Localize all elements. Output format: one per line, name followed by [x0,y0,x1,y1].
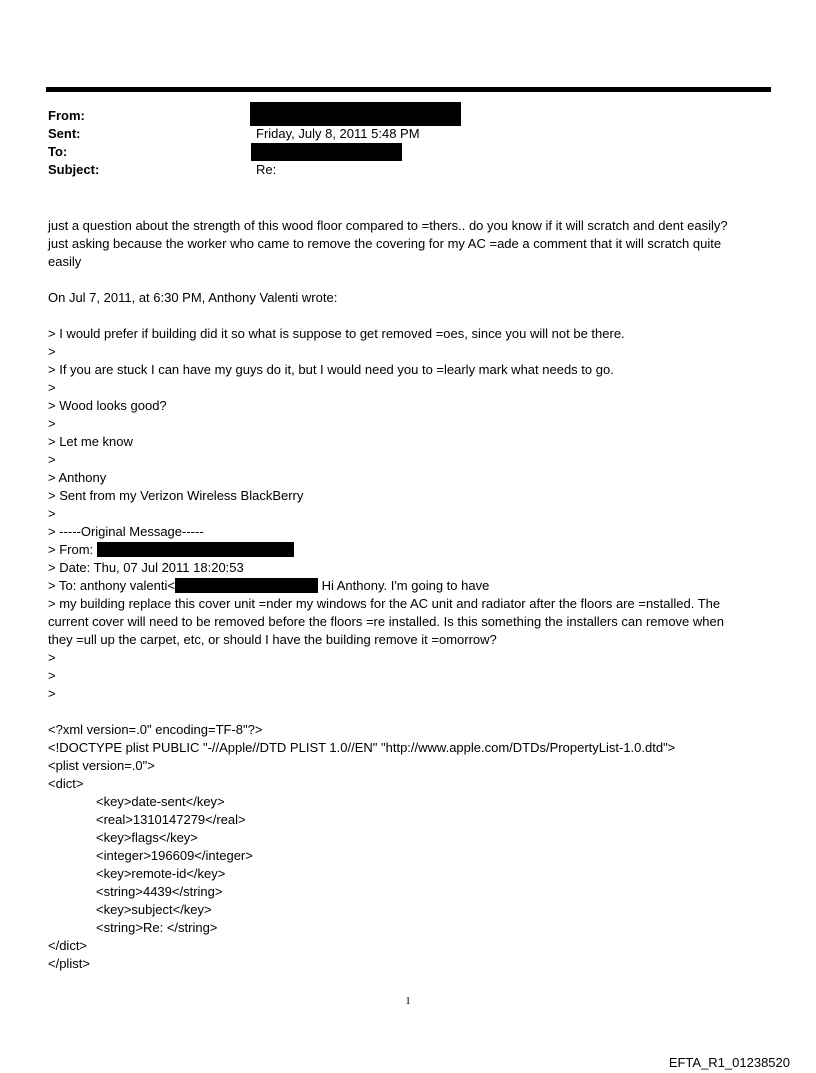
redaction-to [251,143,402,161]
xml-line: <string>Re: </string> [96,920,218,935]
xml-line: <string>4439</string> [96,884,223,899]
quoted-from-line [48,541,778,559]
quoted-line: > -----Original Message----- [48,524,204,539]
header-divider [46,87,771,92]
quoted-line: > Date: Thu, 07 Jul 2011 18:20:53 [48,560,244,575]
quoted-line: > [48,668,56,683]
subject-label: Subject: [48,162,100,177]
quoted-line: > [48,344,56,359]
xml-line: <dict> [48,776,84,791]
xml-line: <real>1310147279</real> [96,812,246,827]
xml-line: <key>remote-id</key> [96,866,226,881]
body-line: just a question about the strength of this wood floor compared to =thers.. do you know if it will scratch and dent easily? [48,218,728,233]
sent-label: Sent: [48,126,81,141]
email-body [48,217,778,973]
quoted-line: > my building replace this cover unit =nder my windows for the AC unit and radiator after the floors are =nstalled. The [48,596,721,611]
from-label: From: [48,108,85,123]
quoted-from-label: > From: [48,542,94,557]
quoted-line: they =ull up the carpet, etc, or should I have the building remove it =omorrow? [48,632,497,647]
xml-line: <key>date-sent</key> [96,794,225,809]
quoted-to-rest: Hi Anthony. I'm going to have [317,578,490,593]
quoted-line: > [48,686,56,701]
xml-line: </plist> [48,956,90,971]
xml-line: <key>flags</key> [96,830,198,845]
quoted-line: > I would prefer if building did it so what is suppose to get removed =oes, since you will not be there. [48,326,625,341]
quoted-line: > [48,452,56,467]
xml-line: </dict> [48,938,88,953]
redaction-from [250,102,461,126]
quoted-line: > Anthony [48,470,107,485]
xml-line: <key>subject</key> [96,902,212,917]
redaction-quoted-to [175,578,318,593]
xml-line: <plist version=.0"> [48,758,155,773]
redaction-quoted-from [97,542,294,557]
quoted-line: > If you are stuck I can have my guys do it, but I would need you to =learly mark what needs to go. [48,362,614,377]
subject-value: Re: [256,162,277,177]
sent-value: Friday, July 8, 2011 5:48 PM [256,126,420,141]
xml-line: <?xml version=.0" encoding=TF-8"?> [48,722,263,737]
quoted-line: > [48,416,56,431]
document-id: EFTA_R1_01238520 [668,1055,790,1070]
to-label: To: [48,144,68,159]
body-line: just asking because the worker who came to remove the covering for my AC =ade a comment that it will scratch quite [48,236,722,251]
xml-line: <!DOCTYPE plist PUBLIC "-//Apple//DTD PLIST 1.0//EN" "http://www.apple.com/DTDs/PropertyList-1.0.dtd"> [48,740,676,755]
page-number: 1 [405,995,411,1007]
quoted-line: > [48,380,56,395]
quoted-line: current cover will need to be removed before the floors =re installed. Is this something the installers can remove when [48,614,724,629]
quoted-line: > Let me know [48,434,133,449]
quoted-to-label: > To: anthony valenti< [48,578,175,593]
quoted-line: > Sent from my Verizon Wireless BlackBerry [48,488,304,503]
body-line: easily [48,254,82,269]
quoted-to-line [48,577,778,595]
quoted-line: > Wood looks good? [48,398,167,413]
quoted-line: > [48,506,56,521]
xml-line: <integer>196609</integer> [96,848,253,863]
quoted-line: > [48,650,56,665]
wrote-line: On Jul 7, 2011, at 6:30 PM, Anthony Valenti wrote: [48,290,338,305]
